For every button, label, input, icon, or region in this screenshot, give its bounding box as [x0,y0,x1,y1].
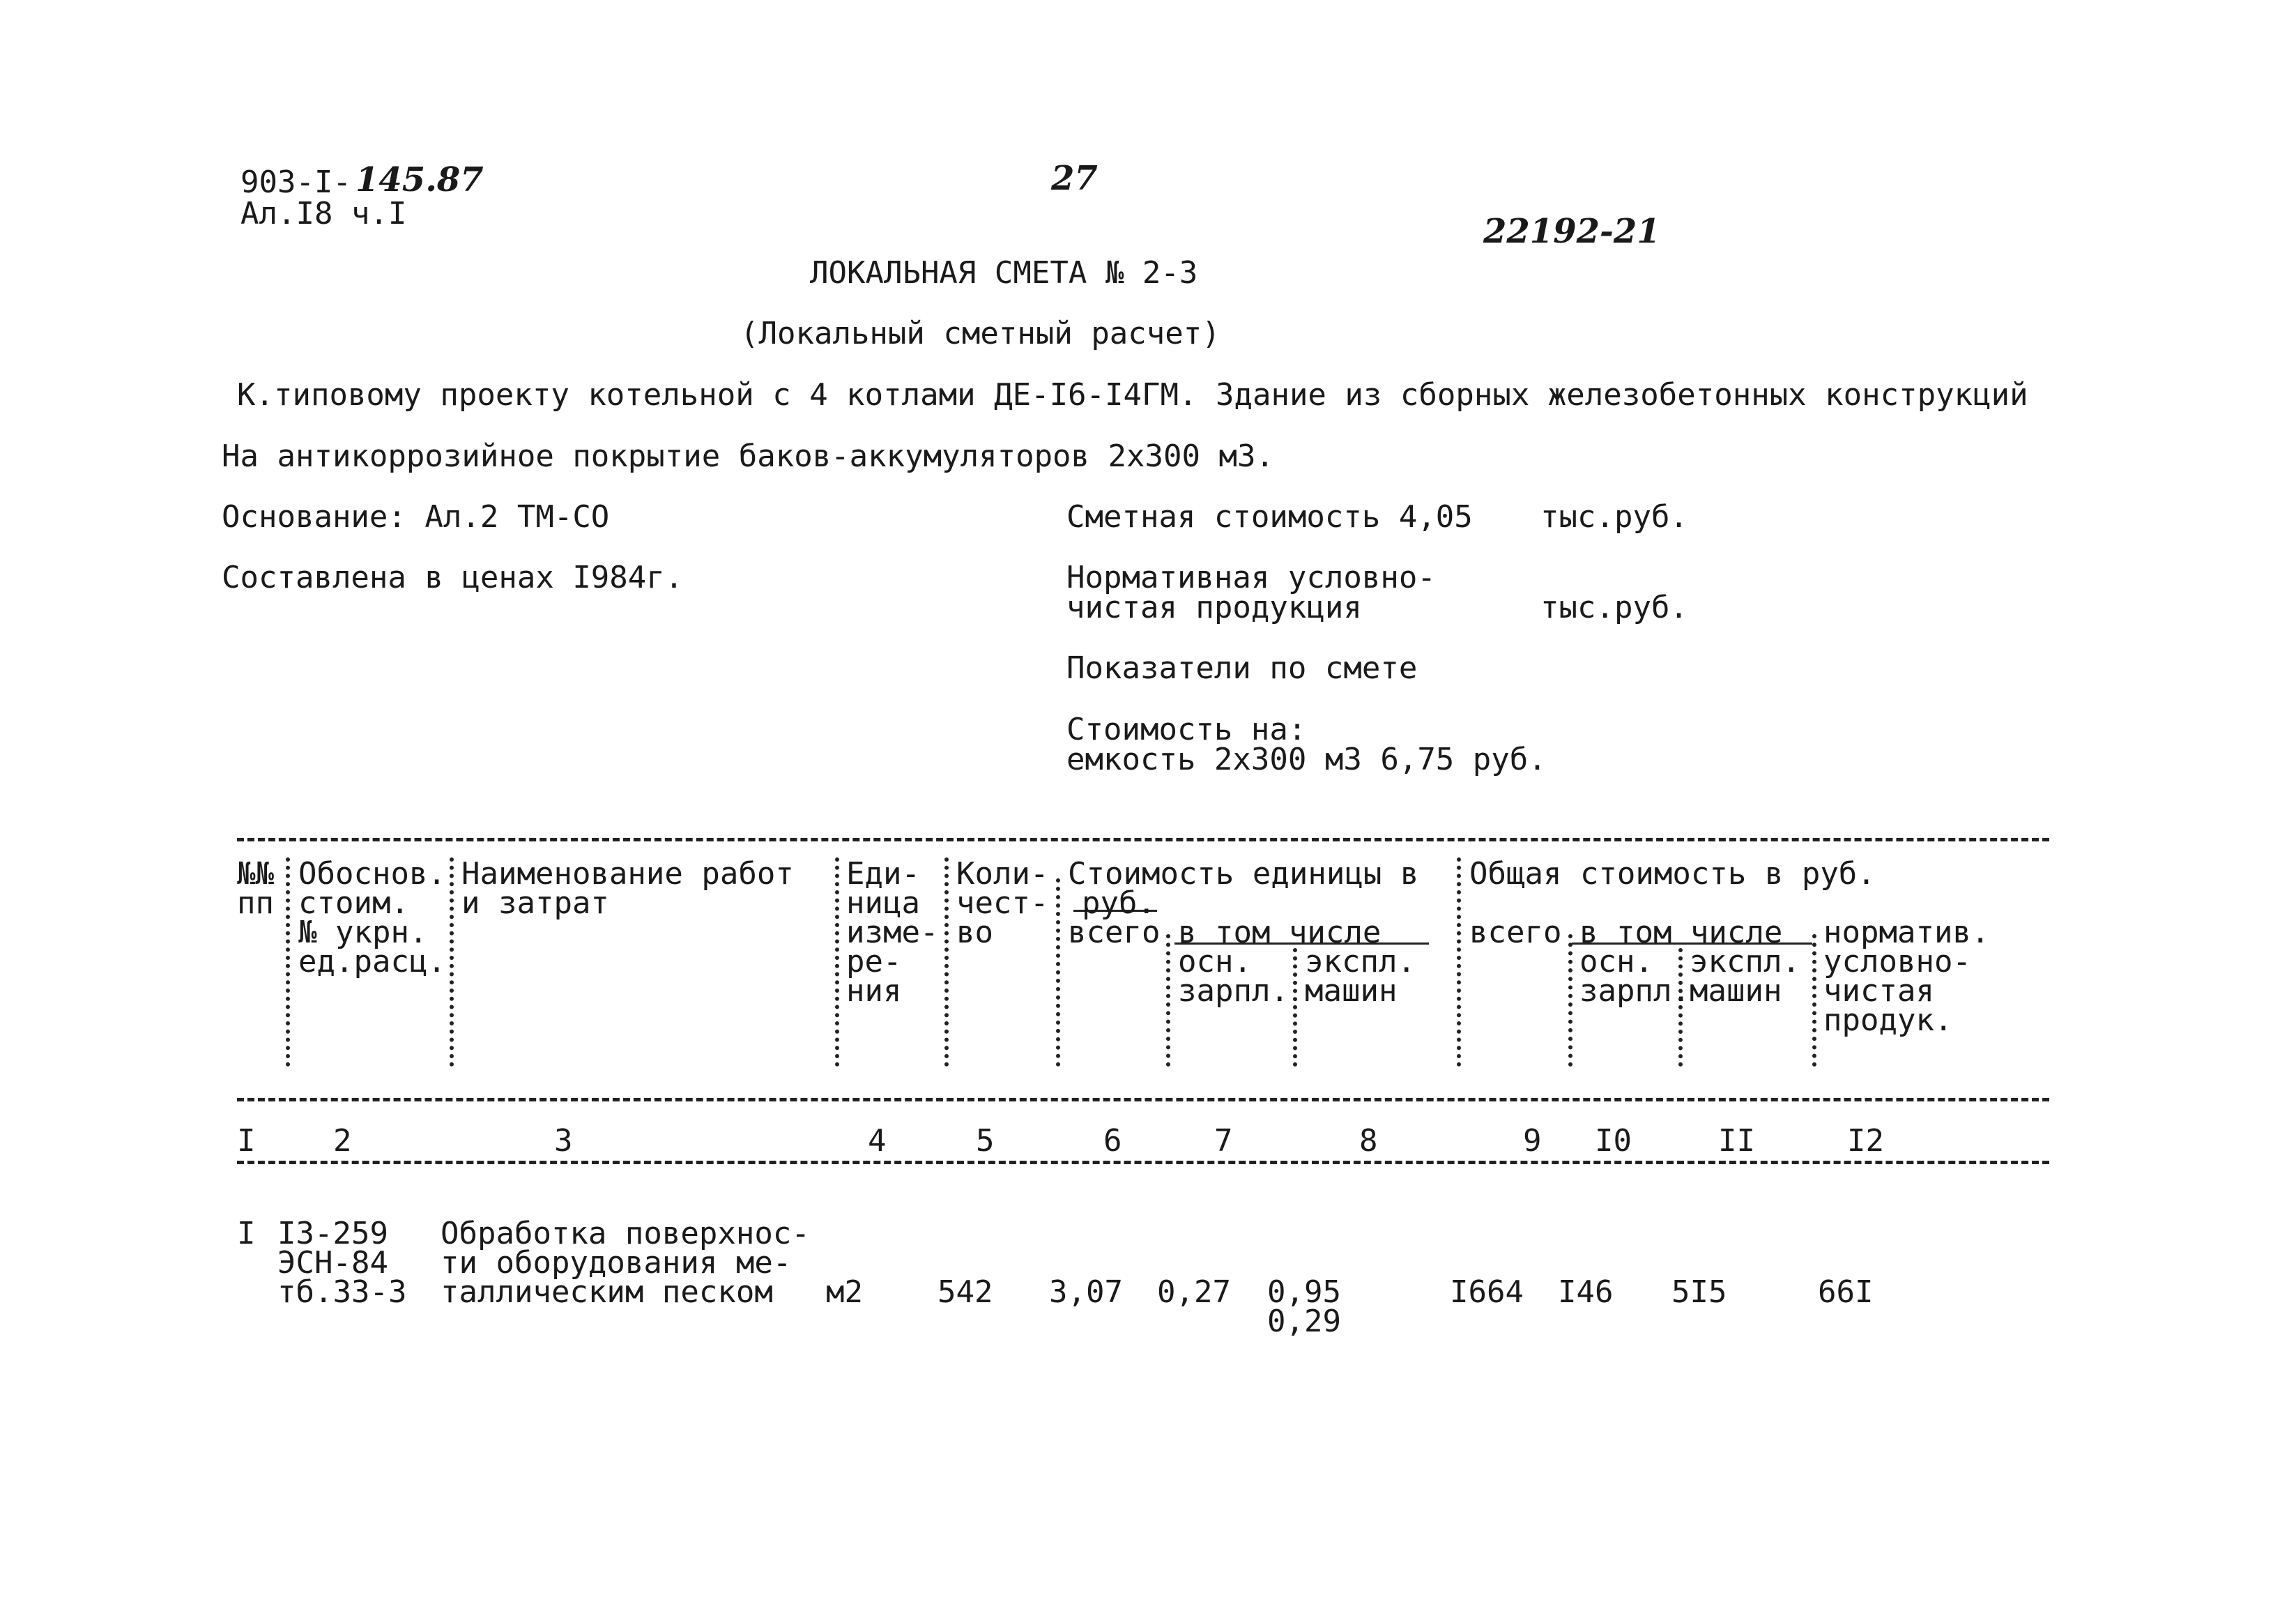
col-separator [1457,857,1467,1067]
hdr-name-2: и затрат [461,885,609,921]
col-separator [1056,878,1066,1067]
hdr-unit-mach-1: экспл. [1305,944,1416,979]
hdr-basis-1: Обоснов. [298,856,446,892]
col-separator [286,857,296,1067]
normative-unit: тыс.руб. [1540,590,1688,625]
hdr-total-mach-2: машин [1690,973,1782,1009]
colnum: 3 [554,1123,573,1159]
col-separator [944,857,954,1067]
hdr-unit-3: изме- [846,915,939,950]
hdr-normative-4: продук. [1823,1002,1953,1038]
capacity-cost: емкость 2х300 м3 6,75 руб. [1066,742,1547,777]
hdr-incl-a: в том числе [1178,915,1382,950]
hdr-unit-cost-1: Стоимость единицы в [1068,856,1419,892]
row-num: I [237,1216,256,1251]
row-basis-3: тб.33-3 [277,1274,407,1310]
row-basis-1: I3-259 [277,1216,388,1251]
header-bottom-rule [237,1098,2049,1101]
cost-on-label: Стоимость на: [1066,712,1307,747]
row-total-machines: 5I5 [1671,1274,1727,1310]
colnum: 9 [1523,1123,1542,1159]
row-unit-machines: 0,95 [1267,1274,1341,1310]
page-number: 27 [1051,159,1098,198]
row-basis-2: ЭСН-84 [277,1245,388,1281]
hdr-normative-3: чистая [1823,973,1934,1009]
work-description: На антикоррозийное покрытие баков-аккумуляторов 2х300 м3. [222,438,1274,474]
colnum: 7 [1214,1123,1233,1159]
hdr-unit-wage-1: осн. [1178,944,1252,979]
hdr-unit-total: всего [1068,915,1161,950]
hdr-qty-3: во [956,915,993,950]
hdr-incl-b: в том числе [1579,915,1783,950]
row-unit-total: 3,07 [1049,1274,1123,1310]
hdr-total: всего [1469,915,1562,950]
indicators-label: Показатели по смете [1066,650,1418,686]
col-separator [1166,934,1176,1067]
estimated-cost: Сметная стоимость 4,05 [1066,499,1473,535]
colnum: II [1718,1123,1755,1159]
hdr-unit-cost-2: руб. [1082,885,1156,921]
col-separator [835,857,845,1067]
colnum: I [237,1123,256,1159]
row-unit-wage: 0,27 [1157,1274,1231,1310]
row-name-2: ти оборудования ме- [441,1245,792,1281]
colnum: 4 [868,1123,887,1159]
row-unit-machines-wage: 0,29 [1267,1304,1341,1339]
hdr-total-wage-1: осн. [1579,944,1653,979]
hdr-unit-wage-2: зарпл. [1178,973,1289,1009]
hdr-total-mach-1: экспл. [1690,944,1800,979]
table-top-rule [237,838,2049,841]
hdr-basis-2: стоим. [298,885,409,921]
doc-code: 903-I- [240,165,351,200]
hdr-unit-5: ния [846,973,902,1009]
prices-label: Составлена в ценах I984г. [222,560,684,595]
row-qty: 542 [937,1274,993,1310]
hdr-total-cost: Общая стоимость в руб. [1469,856,1876,892]
row-name-3: таллическим песком [441,1274,773,1310]
hdr-unit-mach-2: машин [1305,973,1398,1009]
colnum: 2 [333,1123,352,1159]
col-separator [450,857,459,1067]
colnum: 6 [1103,1123,1122,1159]
hdr-normative-2: условно- [1823,944,1971,979]
row-unit: м2 [826,1274,863,1310]
hdr-basis-4: ед.расц. [298,944,446,979]
registration-number: 22192-21 [1483,212,1660,251]
hdr-unit-1: Еди- [846,856,920,892]
hdr-basis-3: № укрн. [298,915,428,950]
col-separator [1812,934,1822,1067]
album-label: Ал.I8 ч.I [240,196,407,231]
colnum: 8 [1359,1123,1378,1159]
hdr-qty-2: чест- [956,885,1049,921]
col-separator [1293,948,1303,1067]
colnum: 5 [976,1123,995,1159]
document-title: ЛОКАЛЬНАЯ СМЕТА № 2-3 [810,255,1198,291]
row-total-wage: I46 [1558,1274,1614,1310]
hdr-name-1: Наименование работ [461,856,794,892]
normative-label-line1: Нормативная условно- [1066,560,1436,595]
normative-label-line2: чистая продукция [1066,590,1362,625]
col-separator [1568,934,1578,1067]
row-total-normative: 66I [1818,1274,1874,1310]
doc-code-handwritten: 145.87 [355,160,484,199]
hdr-unit-4: ре- [846,944,902,979]
column-numbers-underline [237,1161,2049,1164]
row-total: I664 [1450,1274,1524,1310]
hdr-total-wage-2: зарпл. [1579,973,1690,1009]
document-subtitle: (Локальный сметный расчет) [740,316,1220,351]
hdr-unit-2: ница [846,885,920,921]
basis-label: Основание: Ал.2 ТМ-СО [222,499,610,535]
colnum: I0 [1595,1123,1632,1159]
hdr-num-1: №№ [237,856,274,892]
colnum: I2 [1847,1123,1884,1159]
row-name-1: Обработка поверхнос- [441,1216,810,1251]
project-description: К.типовому проекту котельной с 4 котлами ДЕ-I6-I4ГМ. Здание из сборных железобетонных конструкций [237,377,2028,413]
hdr-normative-1: норматив. [1823,915,1990,950]
hdr-qty-1: Коли- [956,856,1049,892]
estimated-cost-unit: тыс.руб. [1540,499,1688,535]
hdr-num-2: пп [237,885,274,921]
